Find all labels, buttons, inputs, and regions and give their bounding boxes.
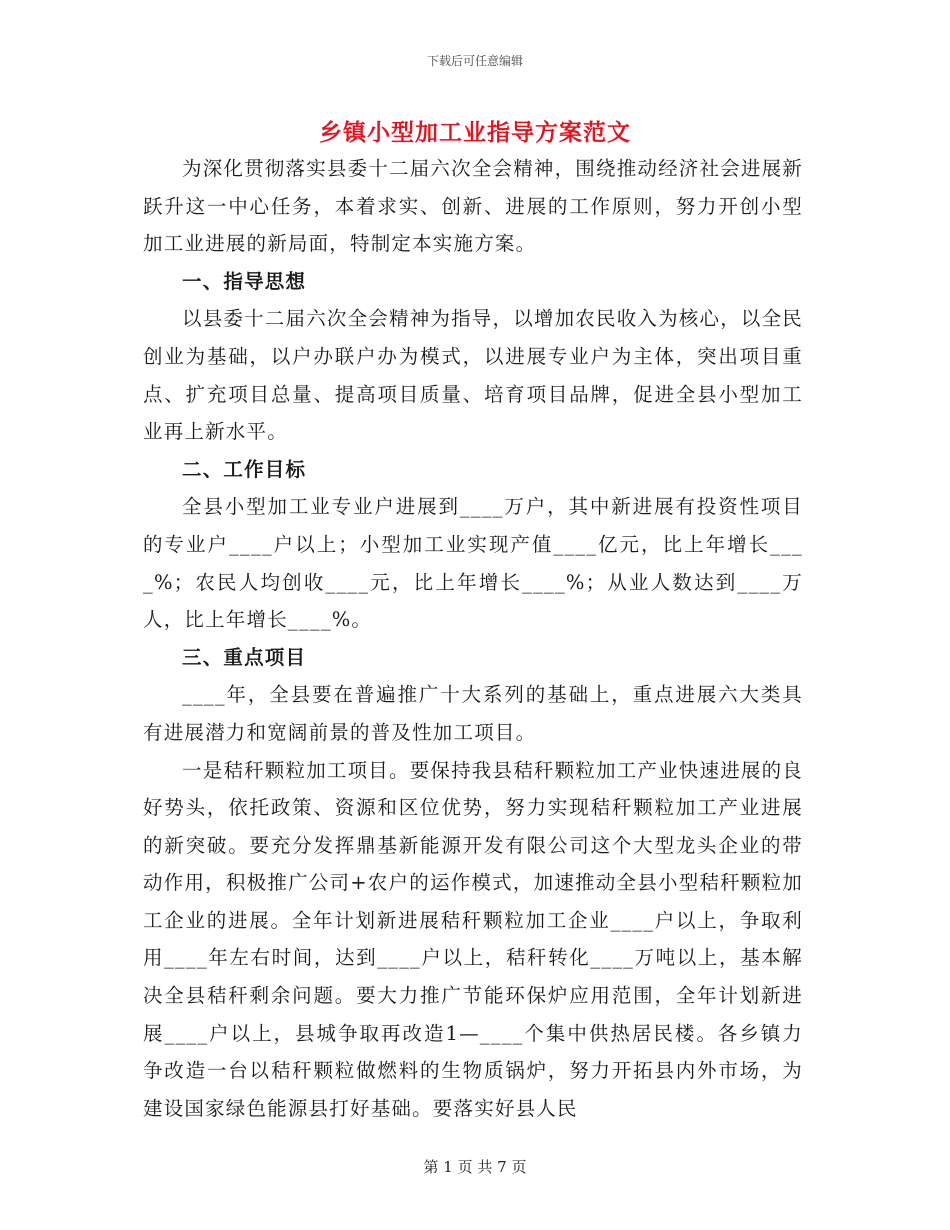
section-heading-guiding-ideology: 一、指导思想: [182, 269, 307, 293]
page-footer-page-number: 第 1 页 共 7 页: [423, 1158, 527, 1176]
page-header-note: 下载后可任意编辑: [426, 54, 523, 68]
section-heading-key-projects: 三、重点项目: [182, 645, 307, 669]
section-paragraph: 一是秸秆颗粒加工项目。要保持我县秸秆颗粒加工产业快速进展的良好势头，依托政策、资源和区位优势，努力实现秸秆颗粒加工产业进展的新突破。要充分发挥鼎基新能源开发有限公司这个大型龙头企业的带动作用，积极推广公司+农户的运作模式，加速推动全县小型秸秆颗粒加工企业的进展。全年计划新进展秸秆颗粒加工企业____户以上，争取利用____年左右时间，达到____户以上，秸秆转化____万吨以上，基本解决全县秸秆剩余问题。要大力推广节能环保炉应用范围，全年计划新进展____户以上，县城争取再改造1—____个集中供热居民楼。各乡镇力争改造一台以秸秆颗粒做燃料的生物质锅炉，努力开拓县内外市场，为建设国家绿色能源县打好基础。要落实好县人民: [143, 758, 804, 1120]
intro-paragraph: 为深化贯彻落实县委十二届六次全会精神，围绕推动经济社会进展新跃升这一中心任务，本着求实、创新、进展的工作原则，努力开创小型加工业进展的新局面，特制定本实施方案。: [143, 157, 804, 256]
section-paragraph: 以县委十二届六次全会精神为指导，以增加农民收入为核心，以全民创业为基础，以户办联户办为模式，以进展专业户为主体，突出项目重点、扩充项目总量、提高项目质量、培育项目品牌，促进全县小型加工业再上新水平。: [143, 307, 804, 444]
section-paragraph: ____年，全县要在普遍推广十大系列的基础上，重点进展六大类具有进展潜力和宽阔前景的普及性加工项目。: [143, 683, 803, 744]
document-body: [143, 150, 803, 1127]
document-title: 乡镇小型加工业指导方案范文: [319, 119, 631, 146]
section-paragraph: 全县小型加工业专业户进展到____万户，其中新进展有投资性项目的专业户____户以上；小型加工业实现产值____亿元，比上年增长____%；农民人均创收____元，比上年增长____%；从业人数达到____万人，比上年增长____%。: [143, 495, 803, 632]
section-heading-work-goals: 二、工作目标: [182, 457, 307, 481]
